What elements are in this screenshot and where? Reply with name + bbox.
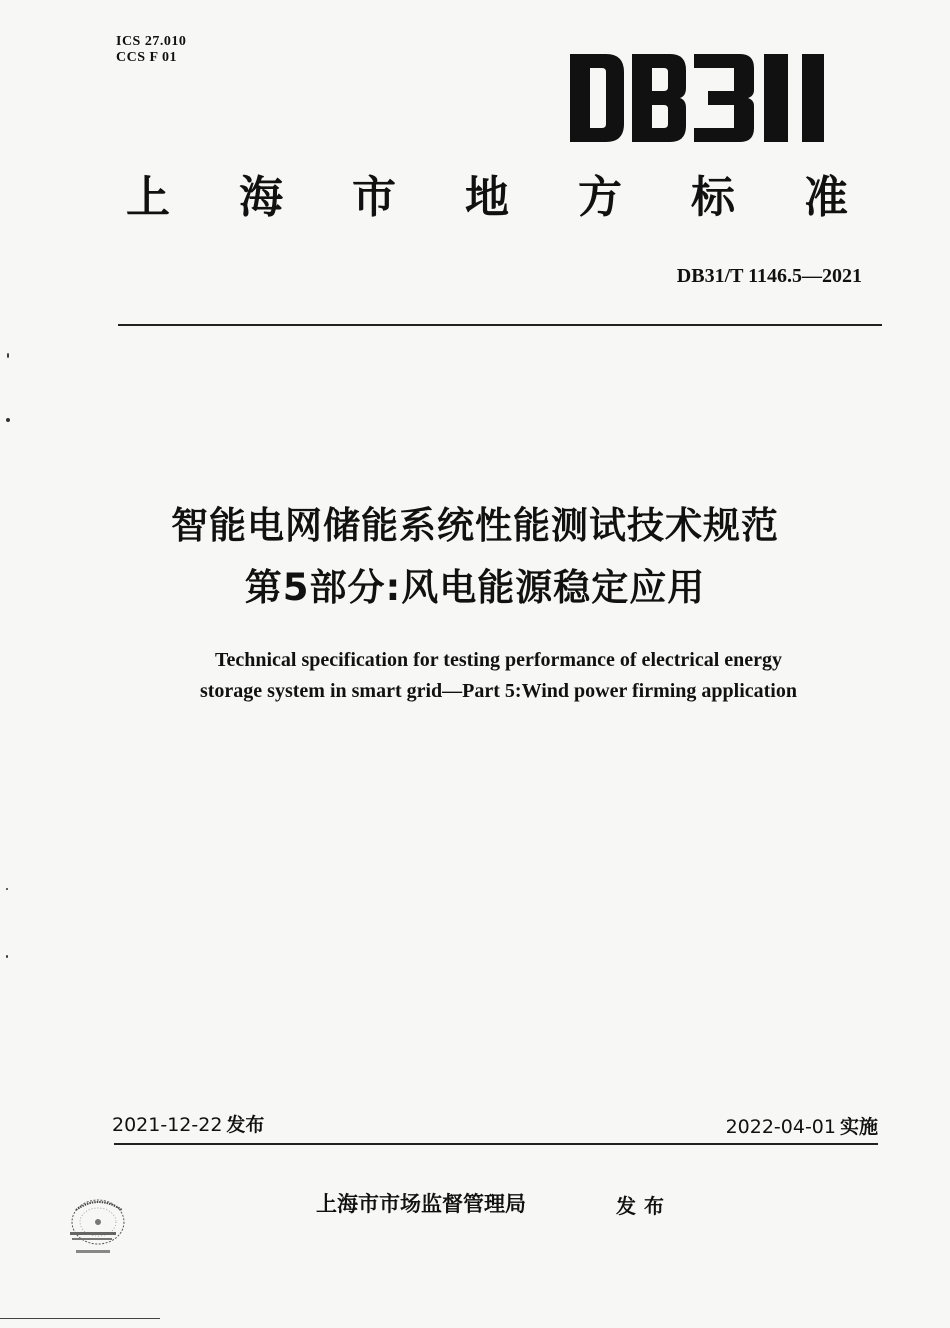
scan-speck	[7, 353, 9, 358]
effective-date: 2022-04-01	[725, 1116, 836, 1138]
release-date-block	[112, 1113, 264, 1137]
scan-speck	[6, 418, 10, 422]
release-date: 2021-12-22	[112, 1114, 223, 1136]
official-stamp	[60, 1192, 142, 1264]
effective-label: 实施	[839, 1116, 878, 1138]
english-title-line-2: storage system in smart grid—Part 5:Wind power firming application	[199, 680, 797, 702]
release-label: 发布	[226, 1114, 265, 1136]
issuing-authority: 上海市市场监督管理局	[316, 1192, 526, 1216]
effective-date-block	[726, 1115, 878, 1139]
footer-divider	[114, 1143, 878, 1145]
ccs-code: CCS F 01	[116, 50, 178, 65]
scan-edge-line	[0, 1318, 160, 1319]
chinese-title-line-1: 智能电网储能系统性能测试技术规范	[171, 504, 779, 547]
db31-logo-graphic	[566, 52, 828, 144]
ics-code: ICS 27.010	[116, 34, 187, 49]
standard-number: DB31/T 1146.5—2021	[676, 265, 862, 287]
header-divider	[118, 324, 882, 326]
standard-category: 上海市地方标准	[126, 172, 917, 223]
classification-codes	[116, 34, 186, 66]
scan-speck	[6, 955, 8, 958]
english-title-line-1: Technical specification for testing performance of electrical energy	[214, 649, 783, 671]
chinese-title-line-2: 第5部分:风电能源稳定应用	[244, 566, 706, 609]
issue-action: 发布	[616, 1194, 672, 1218]
scan-speck	[6, 888, 8, 890]
db31-logo	[566, 52, 828, 144]
stamp-graphic	[60, 1192, 142, 1264]
